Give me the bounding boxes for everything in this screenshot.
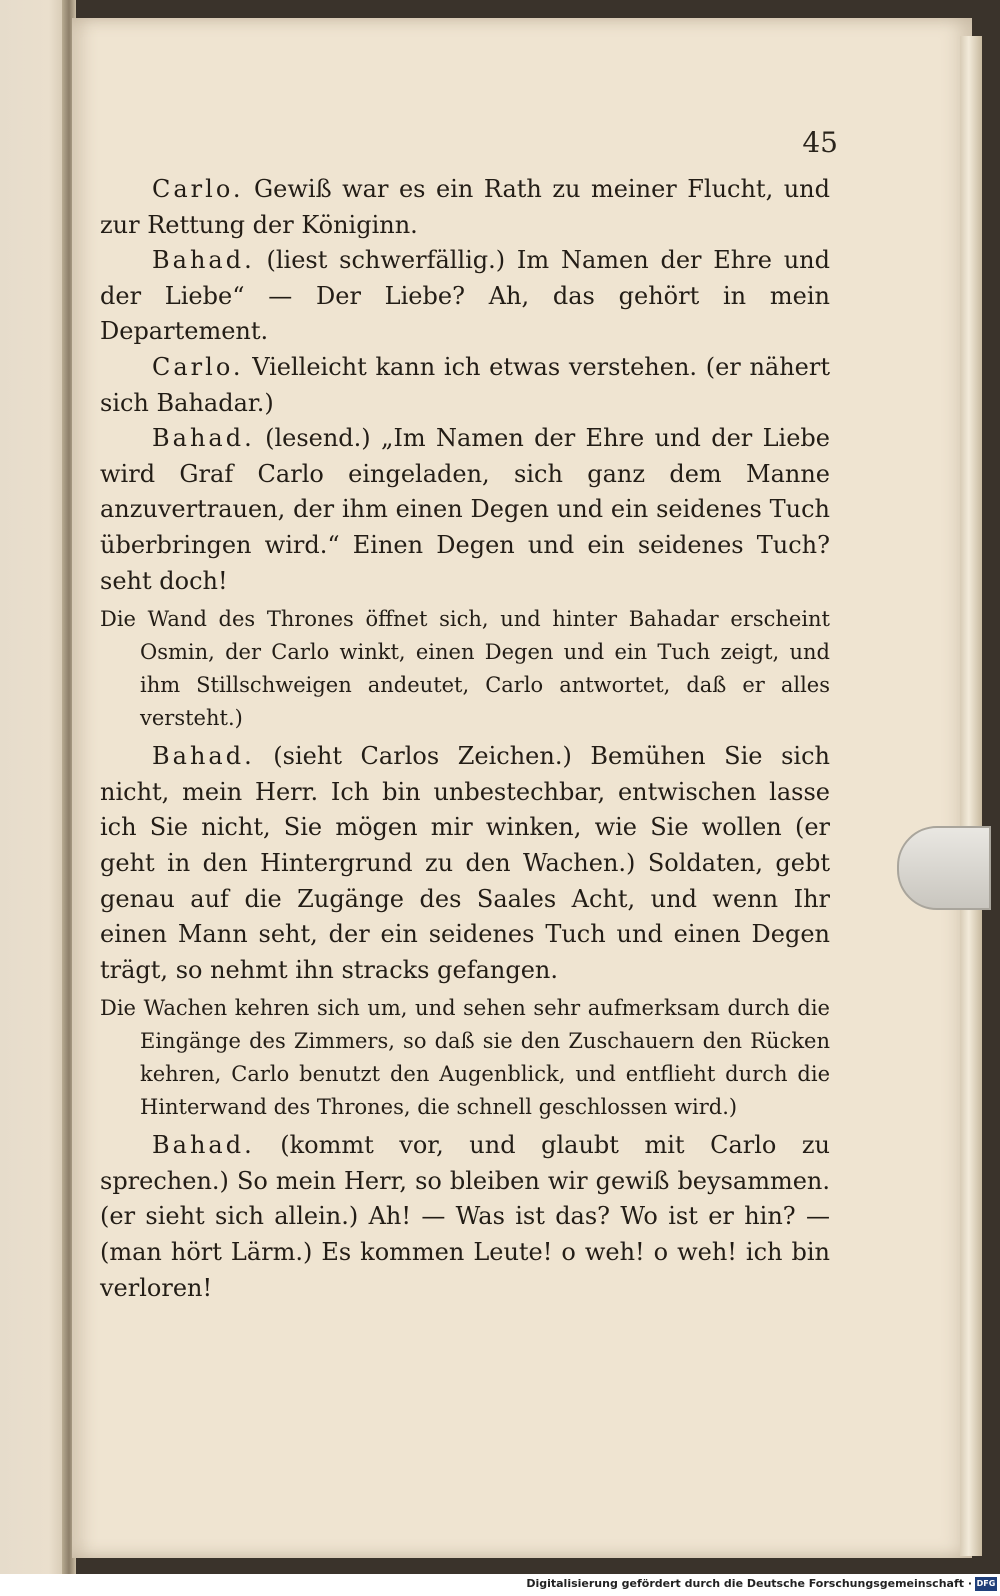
speech-paragraph bbox=[100, 739, 830, 988]
speech-text: (kommt vor, und glaubt mit Carlo zu sprechen.) So mein Herr, so bleiben wir gewiß beysammen. (er sieht sich allein.) Ah! — Was ist das? Wo ist er hin? — (man hört Lärm.) Es kommen Leute! o weh! o weh! ich bin verloren! bbox=[100, 1131, 830, 1302]
stage-direction: Die Wachen kehren sich um, und sehen sehr aufmerksam durch die Eingänge des Zimmers, so daß sie den Zuschauern den Rücken kehren, Carlo benutzt den Augenblick, und entflieht durch die Hinterwand des Thrones, die schnell geschlossen wird.) bbox=[100, 996, 830, 1120]
speech-paragraph bbox=[100, 1128, 830, 1306]
page-clip-tab bbox=[897, 826, 991, 910]
page-number: 45 bbox=[802, 126, 838, 159]
speaker-name: Carlo. bbox=[152, 175, 244, 203]
dfg-logo: DFG bbox=[975, 1577, 997, 1591]
digitization-footer bbox=[0, 1574, 1000, 1596]
speech-paragraph bbox=[100, 350, 830, 421]
speaker-name: Bahad. bbox=[152, 742, 255, 771]
speech-text: (sieht Carlos Zeichen.) Bemühen Sie sich nicht, mein Herr. Ich bin unbestechbar, entwischen lasse ich Sie nicht, Sie mögen mir winken, wie Sie wollen (er geht in den Hintergrund zu den Wachen.) Soldaten, gebt genau auf die Zugänge des Saales Acht, und wenn Ihr einen Mann seht, der ein seidenes Tuch und einen Degen trägt, so nehmt ihn stracks gefangen. bbox=[100, 742, 830, 984]
speech-text: (liest schwerfällig.) Im Namen der Ehre und der Liebe“ — Der Liebe? Ah, das gehört in mein Departement. bbox=[100, 246, 830, 346]
funding-credit: Digitalisierung gefördert durch die Deutsche Forschungsgemeinschaft · bbox=[526, 1577, 972, 1590]
speaker-name: Bahad. bbox=[152, 246, 255, 275]
speech-paragraph bbox=[100, 172, 830, 243]
page-stack-edge bbox=[960, 36, 982, 1556]
left-page-edge bbox=[0, 0, 70, 1596]
speaker-name: Bahad. bbox=[152, 424, 255, 453]
speech-text: Vielleicht kann ich etwas verstehen. (er nähert sich Bahadar.) bbox=[100, 352, 830, 417]
speech-text: (lesend.) „Im Namen der Ehre und der Liebe wird Graf Carlo eingeladen, sich ganz dem Manne anzuvertrauen, der ihm einen Degen und ein seidenes Tuch überbringen wird.“ Einen Degen und ein seidenes Tuch? seht doch! bbox=[100, 424, 830, 595]
speech-paragraph bbox=[100, 243, 830, 350]
page-text bbox=[100, 172, 830, 1306]
stage-direction: Die Wand des Thrones öffnet sich, und hinter Bahadar erscheint Osmin, der Carlo winkt, einen Degen und ein Tuch zeigt, und ihm Stillschweigen andeutet, Carlo antwortet, daß er alles versteht.) bbox=[100, 607, 830, 731]
speech-text: Gewiß war es ein Rath zu meiner Flucht, und zur Rettung der Königinn. bbox=[100, 175, 830, 239]
speech-paragraph bbox=[100, 421, 830, 599]
speaker-name: Bahad. bbox=[152, 1131, 255, 1160]
speaker-name: Carlo. bbox=[152, 352, 244, 381]
